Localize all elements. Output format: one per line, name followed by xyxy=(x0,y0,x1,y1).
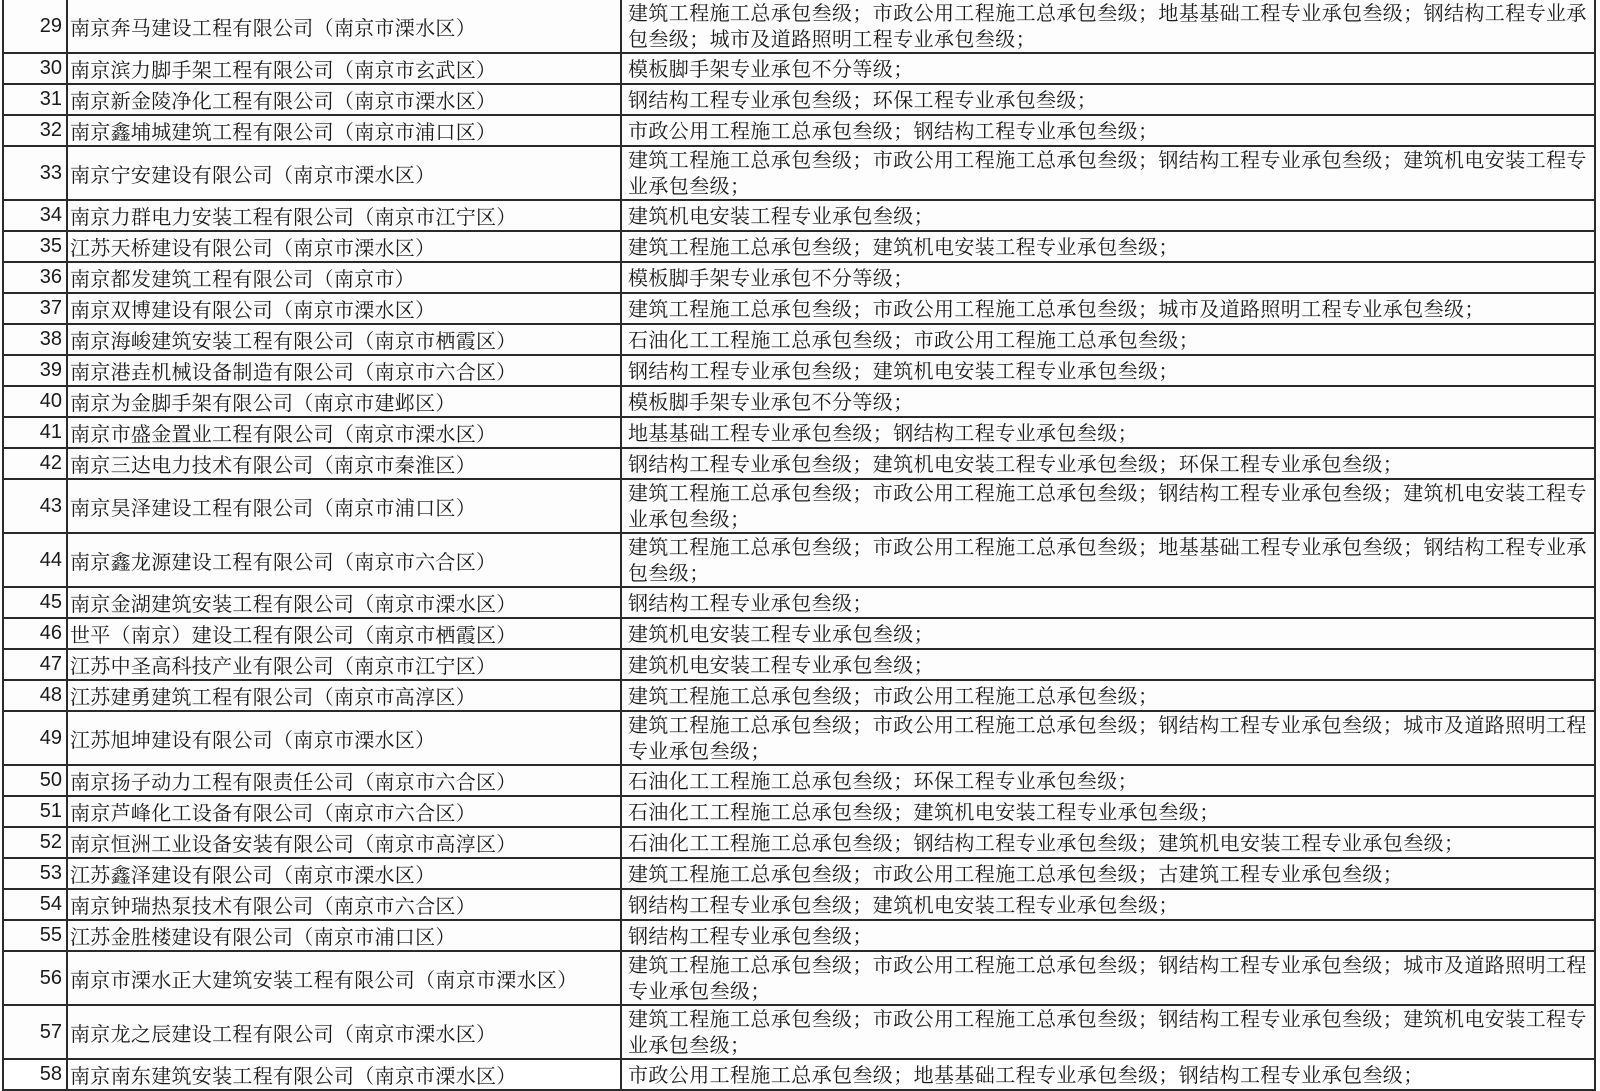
table-row xyxy=(3,889,1595,920)
qualification-scope: 模板脚手架专业承包不分等级； xyxy=(621,262,1595,293)
company-name: 南京港垚机械设备制造有限公司（南京市六合区） xyxy=(67,355,621,386)
qualification-scope: 市政公用工程施工总承包叁级；地基基础工程专业承包叁级；钢结构工程专业承包叁级； xyxy=(621,1059,1595,1090)
table-row xyxy=(3,200,1595,231)
company-name: 南京芦峰化工设备有限公司（南京市六合区） xyxy=(67,796,621,827)
company-name: 南京海峻建筑安装工程有限公司（南京市栖霞区） xyxy=(67,324,621,355)
row-number: 40 xyxy=(3,386,67,417)
company-name: 南京双博建设有限公司（南京市溧水区） xyxy=(67,293,621,324)
qualification-scope: 建筑工程施工总承包叁级；市政公用工程施工总承包叁级；古建筑工程专业承包叁级； xyxy=(621,858,1595,889)
row-number: 55 xyxy=(3,920,67,951)
company-name: 南京鑫埔城建筑工程有限公司（南京市浦口区） xyxy=(67,115,621,146)
qualification-scope: 模板脚手架专业承包不分等级； xyxy=(621,386,1595,417)
company-name: 南京南东建筑安装工程有限公司（南京市溧水区） xyxy=(67,1059,621,1090)
qualification-scope: 钢结构工程专业承包叁级； xyxy=(621,920,1595,951)
row-number: 34 xyxy=(3,200,67,231)
qualification-scope: 地基基础工程专业承包叁级；钢结构工程专业承包叁级； xyxy=(621,417,1595,448)
table-row xyxy=(3,920,1595,951)
row-number: 33 xyxy=(3,146,67,200)
qualification-scope: 钢结构工程专业承包叁级；建筑机电安装工程专业承包叁级； xyxy=(621,355,1595,386)
company-name: 南京滨力脚手架工程有限公司（南京市玄武区） xyxy=(67,53,621,84)
company-name: 江苏旭坤建设有限公司（南京市溧水区） xyxy=(67,711,621,765)
row-number: 45 xyxy=(3,587,67,618)
table-row xyxy=(3,386,1595,417)
qualification-scope: 石油化工工程施工总承包叁级；钢结构工程专业承包叁级；建筑机电安装工程专业承包叁级； xyxy=(621,827,1595,858)
table-row xyxy=(3,796,1595,827)
table-row xyxy=(3,479,1595,533)
qualification-scope: 石油化工工程施工总承包叁级；环保工程专业承包叁级； xyxy=(621,765,1595,796)
table-row xyxy=(3,146,1595,200)
company-name: 南京为金脚手架有限公司（南京市建邺区） xyxy=(67,386,621,417)
row-number: 56 xyxy=(3,951,67,1005)
row-number: 29 xyxy=(3,0,67,53)
table-row xyxy=(3,262,1595,293)
table-body xyxy=(3,0,1595,1090)
company-name: 南京市盛金置业工程有限公司（南京市溧水区） xyxy=(67,417,621,448)
company-name: 南京新金陵净化工程有限公司（南京市溧水区） xyxy=(67,84,621,115)
table-row xyxy=(3,951,1595,1005)
qualification-scope: 建筑机电安装工程专业承包叁级； xyxy=(621,618,1595,649)
table-row xyxy=(3,417,1595,448)
row-number: 50 xyxy=(3,765,67,796)
qualification-scope: 市政公用工程施工总承包叁级；钢结构工程专业承包叁级； xyxy=(621,115,1595,146)
qualification-table xyxy=(2,0,1596,1091)
company-name: 南京鑫龙源建设工程有限公司（南京市六合区） xyxy=(67,533,621,587)
company-name: 江苏中圣高科技产业有限公司（南京市江宁区） xyxy=(67,649,621,680)
company-name: 南京扬子动力工程有限责任公司（南京市六合区） xyxy=(67,765,621,796)
row-number: 37 xyxy=(3,293,67,324)
table-row xyxy=(3,858,1595,889)
company-name: 南京宁安建设有限公司（南京市溧水区） xyxy=(67,146,621,200)
row-number: 48 xyxy=(3,680,67,711)
table-row xyxy=(3,1059,1595,1090)
row-number: 44 xyxy=(3,533,67,587)
company-name: 南京奔马建设工程有限公司（南京市溧水区） xyxy=(67,0,621,53)
qualification-scope: 石油化工工程施工总承包叁级；建筑机电安装工程专业承包叁级； xyxy=(621,796,1595,827)
company-name: 南京龙之辰建设工程有限公司（南京市溧水区） xyxy=(67,1005,621,1059)
qualification-scope: 模板脚手架专业承包不分等级； xyxy=(621,53,1595,84)
qualification-scope: 石油化工工程施工总承包叁级；市政公用工程施工总承包叁级； xyxy=(621,324,1595,355)
qualification-scope: 建筑工程施工总承包叁级；市政公用工程施工总承包叁级；钢结构工程专业承包叁级；城市及道路照明工程专业承包叁级； xyxy=(621,711,1595,765)
qualification-scope: 钢结构工程专业承包叁级；建筑机电安装工程专业承包叁级； xyxy=(621,889,1595,920)
qualification-scope: 建筑工程施工总承包叁级；市政公用工程施工总承包叁级； xyxy=(621,680,1595,711)
table-row xyxy=(3,587,1595,618)
row-number: 41 xyxy=(3,417,67,448)
row-number: 42 xyxy=(3,448,67,479)
table-row xyxy=(3,324,1595,355)
qualification-scope: 钢结构工程专业承包叁级； xyxy=(621,587,1595,618)
row-number: 46 xyxy=(3,618,67,649)
table-row xyxy=(3,711,1595,765)
table-row xyxy=(3,115,1595,146)
qualification-scope: 建筑工程施工总承包叁级；市政公用工程施工总承包叁级；钢结构工程专业承包叁级；城市及道路照明工程专业承包叁级； xyxy=(621,951,1595,1005)
company-name: 南京昊泽建设工程有限公司（南京市浦口区） xyxy=(67,479,621,533)
company-name: 江苏金胜楼建设有限公司（南京市浦口区） xyxy=(67,920,621,951)
qualification-scope: 建筑工程施工总承包叁级；市政公用工程施工总承包叁级；钢结构工程专业承包叁级；建筑机电安装工程专业承包叁级； xyxy=(621,146,1595,200)
qualification-scope: 建筑工程施工总承包叁级；市政公用工程施工总承包叁级；地基基础工程专业承包叁级；钢结构工程专业承包叁级；城市及道路照明工程专业承包叁级； xyxy=(621,0,1595,53)
company-name: 江苏建勇建筑工程有限公司（南京市高淳区） xyxy=(67,680,621,711)
table-row xyxy=(3,231,1595,262)
row-number: 43 xyxy=(3,479,67,533)
row-number: 54 xyxy=(3,889,67,920)
qualification-scope: 建筑工程施工总承包叁级；建筑机电安装工程专业承包叁级； xyxy=(621,231,1595,262)
row-number: 30 xyxy=(3,53,67,84)
table-row xyxy=(3,53,1595,84)
company-name: 南京金湖建筑安装工程有限公司（南京市溧水区） xyxy=(67,587,621,618)
row-number: 57 xyxy=(3,1005,67,1059)
table-row xyxy=(3,827,1595,858)
company-name: 南京市溧水正大建筑安装工程有限公司（南京市溧水区） xyxy=(67,951,621,1005)
row-number: 53 xyxy=(3,858,67,889)
qualification-scope: 建筑工程施工总承包叁级；市政公用工程施工总承包叁级；地基基础工程专业承包叁级；钢结构工程专业承包叁级； xyxy=(621,533,1595,587)
table-row xyxy=(3,293,1595,324)
row-number: 36 xyxy=(3,262,67,293)
qualification-scope: 建筑机电安装工程专业承包叁级； xyxy=(621,200,1595,231)
row-number: 39 xyxy=(3,355,67,386)
row-number: 31 xyxy=(3,84,67,115)
qualification-scope: 钢结构工程专业承包叁级；建筑机电安装工程专业承包叁级；环保工程专业承包叁级； xyxy=(621,448,1595,479)
row-number: 35 xyxy=(3,231,67,262)
row-number: 49 xyxy=(3,711,67,765)
qualification-scope: 建筑机电安装工程专业承包叁级； xyxy=(621,649,1595,680)
qualification-scope: 建筑工程施工总承包叁级；市政公用工程施工总承包叁级；城市及道路照明工程专业承包叁级； xyxy=(621,293,1595,324)
table-row xyxy=(3,84,1595,115)
table-row xyxy=(3,1005,1595,1059)
row-number: 47 xyxy=(3,649,67,680)
row-number: 52 xyxy=(3,827,67,858)
company-name: 江苏天桥建设有限公司（南京市溧水区） xyxy=(67,231,621,262)
row-number: 38 xyxy=(3,324,67,355)
company-name: 江苏鑫泽建设有限公司（南京市溧水区） xyxy=(67,858,621,889)
table-row xyxy=(3,355,1595,386)
table-row xyxy=(3,680,1595,711)
qualification-scope: 钢结构工程专业承包叁级；环保工程专业承包叁级； xyxy=(621,84,1595,115)
company-name: 世平（南京）建设工程有限公司（南京市栖霞区） xyxy=(67,618,621,649)
table-row xyxy=(3,765,1595,796)
table-row xyxy=(3,448,1595,479)
row-number: 51 xyxy=(3,796,67,827)
company-name: 南京恒洲工业设备安装有限公司（南京市高淳区） xyxy=(67,827,621,858)
company-name: 南京力群电力安装工程有限公司（南京市江宁区） xyxy=(67,200,621,231)
table-row xyxy=(3,0,1595,53)
table-row xyxy=(3,649,1595,680)
company-name: 南京钟瑞热泵技术有限公司（南京市六合区） xyxy=(67,889,621,920)
company-name: 南京都发建筑工程有限公司（南京市） xyxy=(67,262,621,293)
company-name: 南京三达电力技术有限公司（南京市秦淮区） xyxy=(67,448,621,479)
table-row xyxy=(3,533,1595,587)
qualification-scope: 建筑工程施工总承包叁级；市政公用工程施工总承包叁级；钢结构工程专业承包叁级；建筑机电安装工程专业承包叁级； xyxy=(621,1005,1595,1059)
row-number: 58 xyxy=(3,1059,67,1090)
table-row xyxy=(3,618,1595,649)
row-number: 32 xyxy=(3,115,67,146)
qualification-scope: 建筑工程施工总承包叁级；市政公用工程施工总承包叁级；钢结构工程专业承包叁级；建筑机电安装工程专业承包叁级； xyxy=(621,479,1595,533)
